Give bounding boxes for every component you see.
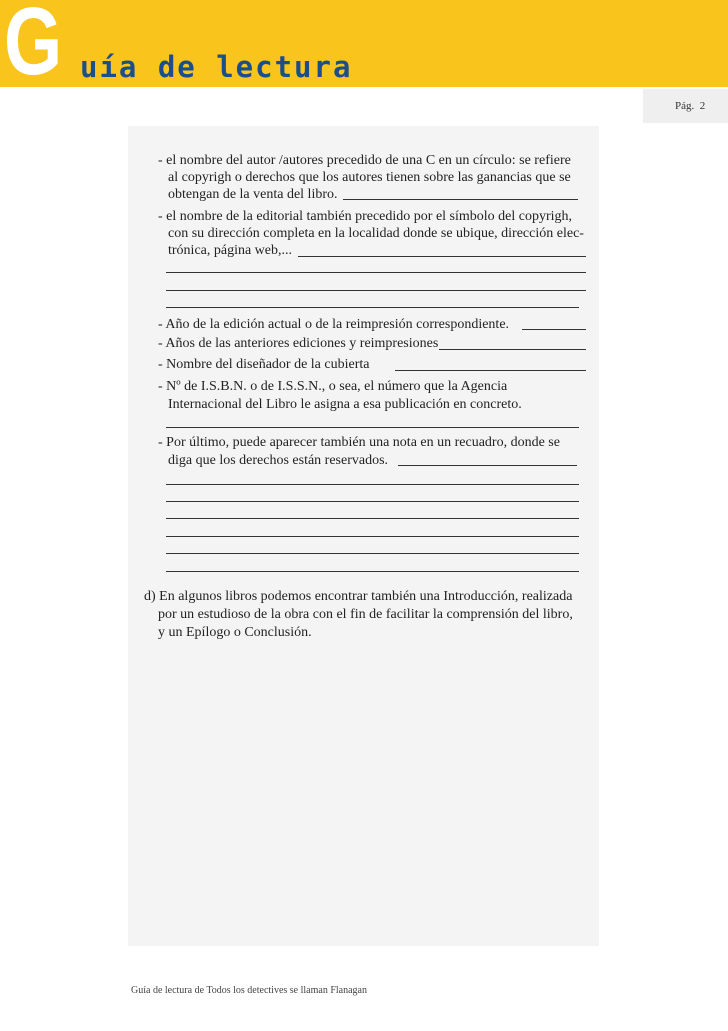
section-d-line-3: y un Epílogo o Conclusión.	[158, 625, 312, 640]
bullet-publisher-line-1: - el nombre de la editorial también precedido por el símbolo del copyrigh,	[158, 209, 573, 224]
answer-blank[interactable]	[166, 501, 579, 502]
bullet-previous-editions: - Años de las anteriores ediciones y reimpresiones	[158, 336, 439, 351]
answer-blank[interactable]	[166, 290, 586, 291]
answer-blank[interactable]	[166, 427, 579, 428]
bullet-publisher-line-2: con su dirección completa en la localidad donde se ubique, dirección elec-	[168, 226, 584, 241]
answer-blank[interactable]	[439, 349, 586, 350]
bullet-isbn-line-1: - Nº de I.S.B.N. o de I.S.S.N., o sea, el número que la Agencia	[158, 379, 508, 394]
answer-blank[interactable]	[398, 465, 577, 466]
bullet-author-line-2: al copyrigh o derechos que los autores tienen sobre las ganancias que se	[168, 170, 571, 185]
answer-blank[interactable]	[166, 484, 579, 485]
footer-text: Guía de lectura de Todos los detectives se llaman Flanagan	[131, 985, 367, 996]
answer-blank[interactable]	[166, 553, 579, 554]
answer-blank[interactable]	[298, 256, 586, 257]
answer-blank[interactable]	[343, 199, 578, 200]
answer-blank[interactable]	[522, 329, 586, 330]
bullet-edition-year: - Año de la edición actual o de la reimpresión correspondiente.	[158, 317, 510, 332]
answer-blank[interactable]	[166, 307, 579, 308]
bullet-author-line-3: obtengan de la venta del libro.	[168, 187, 338, 202]
bullet-cover-designer: - Nombre del diseñador de la cubierta	[158, 357, 370, 372]
answer-blank[interactable]	[166, 571, 579, 572]
section-d-line-1: d) En algunos libros podemos encontrar también una Introducción, realizada	[144, 589, 573, 604]
bullet-publisher-line-3: trónica, página web,...	[168, 243, 293, 258]
bullet-rights-note-line-2: diga que los derechos están reservados.	[168, 453, 389, 468]
page-number: Pág. 2	[675, 100, 706, 112]
section-d-line-2: por un estudioso de la obra con el fin de facilitar la comprensión del libro,	[158, 607, 573, 622]
header-title: uía de lectura	[80, 50, 353, 84]
answer-blank[interactable]	[395, 370, 586, 371]
bullet-isbn-line-2: Internacional del Libro le asigna a esa publicación en concreto.	[168, 397, 522, 412]
header-initial: G	[4, 0, 63, 95]
bullet-rights-note-line-1: - Por último, puede aparecer también una nota en un recuadro, donde se	[158, 435, 560, 450]
answer-blank[interactable]	[166, 536, 579, 537]
bullet-author-line-1: - el nombre del autor /autores precedido de una C en un círculo: se refiere	[158, 153, 571, 168]
answer-blank[interactable]	[166, 518, 579, 519]
answer-blank[interactable]	[166, 272, 586, 273]
